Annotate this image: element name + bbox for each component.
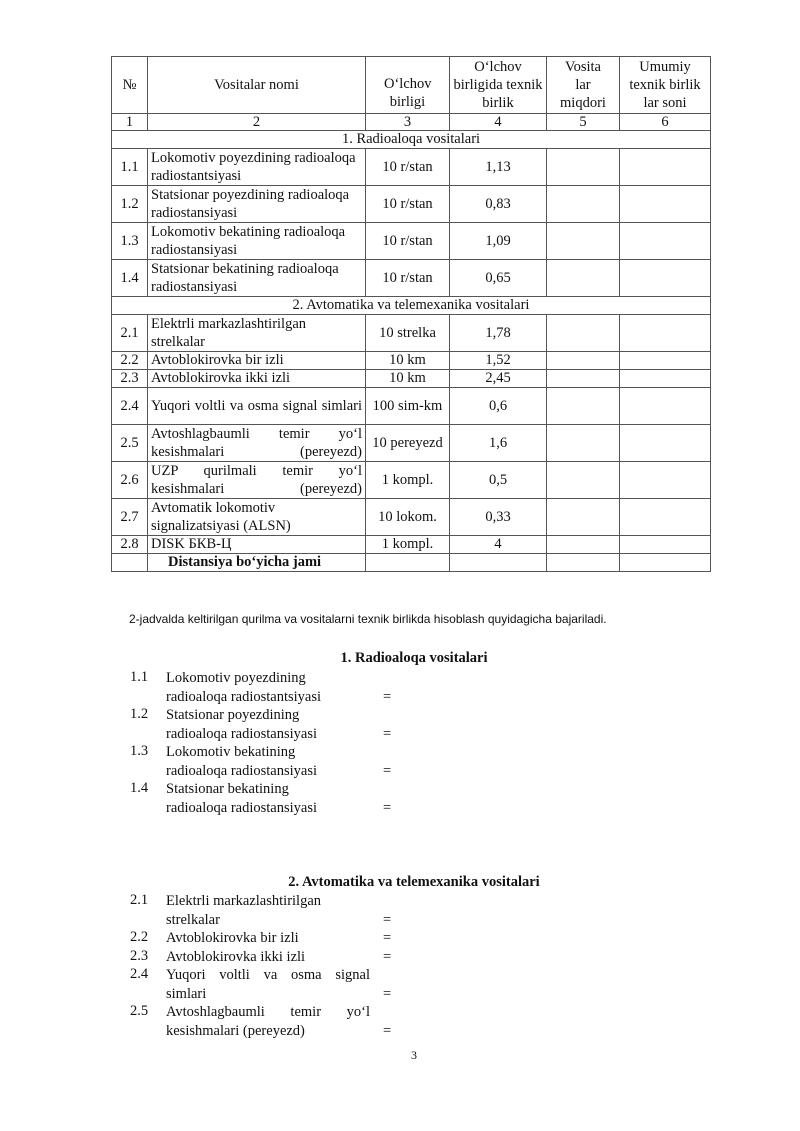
row-unit-value: 1,52 — [450, 352, 547, 370]
header-unit-value: O‘lchov birligida texnik birlik — [450, 57, 547, 114]
total-cell — [620, 554, 711, 572]
row-quantity-cell — [547, 186, 620, 223]
row-number: 2.8 — [112, 536, 148, 554]
calc-item — [130, 966, 410, 1003]
calc-section-title: 2. Avtomatika va telemexanika vositalari — [288, 874, 540, 890]
row-unit: 10 r/stan — [366, 186, 450, 223]
row-name: Lokomotiv bekatining radioaloqa radiostansiyasi — [148, 223, 366, 260]
calc-item-line: kesishmalari (pereyezd) — [166, 1022, 305, 1039]
row-unit-value: 1,13 — [450, 149, 547, 186]
row-unit-value: 1,6 — [450, 425, 547, 462]
row-name: Statsionar poyezdining radioaloqa radiostansiyasi — [148, 186, 366, 223]
row-unit-value: 0,6 — [450, 388, 547, 425]
table-row — [112, 260, 711, 297]
calc-item — [130, 892, 410, 929]
row-name: DISK БКВ-Ц — [148, 536, 366, 554]
header-quantity: Vosita lar miqdori — [547, 57, 620, 114]
calc-item-text — [166, 706, 370, 743]
table-header-row — [112, 57, 711, 114]
row-unit-value: 0,5 — [450, 462, 547, 499]
row-total-cell — [620, 462, 711, 499]
calc-item-line: radioaloqa radiostansiyasi — [166, 725, 317, 742]
calc-item-number: 1.3 — [130, 743, 149, 759]
calc-equals-sign: = — [383, 1022, 392, 1039]
calc-item-number: 1.2 — [130, 706, 149, 722]
calc-item-text — [166, 743, 370, 780]
calc-equals-sign: = — [383, 799, 392, 816]
row-unit-value: 1,78 — [450, 315, 547, 352]
calc-equals-sign: = — [383, 911, 392, 928]
row-unit-value: 1,09 — [450, 223, 547, 260]
calc-item-number: 2.4 — [130, 966, 149, 982]
calc-item-number: 2.3 — [130, 947, 149, 964]
row-quantity-cell — [547, 260, 620, 297]
column-number: 5 — [547, 114, 620, 131]
calc-item-text — [166, 929, 370, 948]
table-row — [112, 186, 711, 223]
calc-item-line: strelkalar — [166, 911, 220, 928]
calc-equals-sign: = — [383, 725, 392, 742]
table-row — [112, 499, 711, 536]
calc-item-number: 2.1 — [130, 892, 149, 908]
row-total-cell — [620, 315, 711, 352]
row-unit: 10 km — [366, 352, 450, 370]
technical-units-table — [111, 56, 711, 572]
row-unit: 10 km — [366, 370, 450, 388]
row-quantity-cell — [547, 499, 620, 536]
row-number: 1.3 — [112, 223, 148, 260]
row-number: 2.2 — [112, 352, 148, 370]
calc-item-line: Yuqori voltli va osma signal — [166, 967, 370, 983]
calc-item-line: Lokomotiv bekatining — [166, 744, 296, 760]
column-number: 2 — [148, 114, 366, 131]
row-unit: 10 strelka — [366, 315, 450, 352]
calc-item-line: Avtoblokirovka ikki izli — [166, 948, 306, 965]
row-quantity-cell — [547, 370, 620, 388]
calc-item-text — [166, 948, 370, 967]
row-name: Yuqori voltli va osma signal simlari — [148, 388, 366, 425]
calc-item-line: radioaloqa radiostansiyasi — [166, 762, 317, 779]
section-title: 2. Avtomatika va telemexanika vositalari — [112, 297, 711, 315]
total-cell — [450, 554, 547, 572]
column-number-row — [112, 114, 711, 131]
calc-item — [130, 743, 410, 780]
row-unit-value: 2,45 — [450, 370, 547, 388]
header-unit: O‘lchov birligi — [366, 57, 450, 114]
calc-section-2 — [130, 892, 410, 1040]
row-total-cell — [620, 425, 711, 462]
table-row — [112, 536, 711, 554]
row-number: 2.6 — [112, 462, 148, 499]
row-unit-value: 0,83 — [450, 186, 547, 223]
table-row — [112, 352, 711, 370]
row-number: 1.1 — [112, 149, 148, 186]
row-total-cell — [620, 149, 711, 186]
row-unit: 10 r/stan — [366, 149, 450, 186]
section-row — [112, 297, 711, 315]
table-row — [112, 462, 711, 499]
row-total-cell — [620, 352, 711, 370]
row-unit: 10 pereyezd — [366, 425, 450, 462]
calc-item-line: Statsionar bekatining — [166, 781, 289, 797]
row-name: Lokomotiv poyezdining radioaloqa radiostantsiyasi — [148, 149, 366, 186]
column-number: 3 — [366, 114, 450, 131]
row-quantity-cell — [547, 223, 620, 260]
calc-item-line: simlari — [166, 985, 207, 1002]
calc-item-text — [166, 669, 370, 706]
calc-item-line: Avtoshlagbaumli temir yo‘l — [166, 1004, 370, 1020]
row-unit-value: 0,33 — [450, 499, 547, 536]
row-number: 1.2 — [112, 186, 148, 223]
table-row — [112, 315, 711, 352]
row-total-cell — [620, 499, 711, 536]
calc-item-number: 2.5 — [130, 1003, 149, 1019]
row-total-cell — [620, 388, 711, 425]
row-number: 2.3 — [112, 370, 148, 388]
calc-item-number: 1.4 — [130, 780, 149, 796]
row-number: 2.5 — [112, 425, 148, 462]
calc-section-1 — [130, 669, 410, 817]
column-number: 6 — [620, 114, 711, 131]
calc-equals-sign: = — [383, 948, 392, 965]
calc-equals-sign: = — [383, 930, 392, 946]
calc-section-title: 1. Radioaloqa vositalari — [340, 650, 488, 666]
column-number: 1 — [112, 114, 148, 131]
row-unit-value: 4 — [450, 536, 547, 554]
calc-item — [130, 948, 410, 967]
row-unit: 1 kompl. — [366, 536, 450, 554]
row-unit: 10 r/stan — [366, 223, 450, 260]
row-unit: 1 kompl. — [366, 462, 450, 499]
row-quantity-cell — [547, 462, 620, 499]
total-cell — [547, 554, 620, 572]
calc-item-text — [166, 892, 370, 929]
table-row — [112, 425, 711, 462]
calc-item — [130, 929, 410, 948]
total-label: Distansiya bo‘yicha jami — [148, 554, 366, 572]
table-row — [112, 149, 711, 186]
table-row — [112, 388, 711, 425]
row-name: Avtoblokirovka bir izli — [148, 352, 366, 370]
row-name: UZP qurilmali temir yo‘l kesishmalari (pereyezd) — [148, 462, 366, 499]
calc-item-line: Statsionar poyezdining — [166, 707, 300, 723]
header-name: Vositalar nomi — [148, 57, 366, 114]
calc-item-text — [166, 966, 370, 1003]
row-number: 2.7 — [112, 499, 148, 536]
total-row — [112, 554, 711, 572]
row-total-cell — [620, 260, 711, 297]
calc-item-line: Elektrli markazlashtirilgan — [166, 893, 322, 909]
table-note: 2-jadvalda keltirilgan qurilma va vositalarni texnik birlikda hisoblash quyidagicha bajariladi. — [129, 612, 607, 626]
row-quantity-cell — [547, 352, 620, 370]
row-unit: 100 sim-km — [366, 388, 450, 425]
row-quantity-cell — [547, 536, 620, 554]
row-name: Avtomatik lokomotiv signalizatsiyasi (ALSN) — [148, 499, 366, 536]
row-number: 2.4 — [112, 388, 148, 425]
calc-item-line: radioaloqa radiostantsiyasi — [166, 688, 322, 705]
table-row — [112, 370, 711, 388]
calc-item — [130, 1003, 410, 1040]
row-unit: 10 lokom. — [366, 499, 450, 536]
column-number: 4 — [450, 114, 547, 131]
calc-item-text — [166, 780, 370, 817]
total-cell — [366, 554, 450, 572]
total-row-number — [112, 554, 148, 572]
row-name: Avtoblokirovka ikki izli — [148, 370, 366, 388]
calc-item-number: 2.2 — [130, 929, 149, 945]
header-no: № — [112, 57, 148, 114]
calc-item-line: Lokomotiv poyezdining — [166, 670, 306, 686]
row-number: 2.1 — [112, 315, 148, 352]
row-quantity-cell — [547, 388, 620, 425]
calc-equals-sign: = — [383, 688, 392, 705]
row-total-cell — [620, 536, 711, 554]
calc-equals-sign: = — [383, 985, 392, 1002]
row-quantity-cell — [547, 425, 620, 462]
section-row — [112, 131, 711, 149]
calc-item-text — [166, 1003, 370, 1040]
row-unit-value: 0,65 — [450, 260, 547, 297]
calc-item-line: Avtoblokirovka bir izli — [166, 930, 299, 946]
calc-item — [130, 669, 410, 706]
row-unit: 10 r/stan — [366, 260, 450, 297]
row-quantity-cell — [547, 149, 620, 186]
section-title: 1. Radioaloqa vositalari — [112, 131, 711, 149]
row-total-cell — [620, 223, 711, 260]
row-quantity-cell — [547, 315, 620, 352]
row-name: Avtoshlagbaumli temir yo‘l kesishmalari (pereyezd) — [148, 425, 366, 462]
page-number: 3 — [411, 1048, 417, 1062]
calc-item-line: radioaloqa radiostansiyasi — [166, 799, 317, 816]
calc-item — [130, 780, 410, 817]
calc-item — [130, 706, 410, 743]
calc-equals-sign: = — [383, 762, 392, 779]
calc-item-number: 1.1 — [130, 669, 149, 685]
row-total-cell — [620, 370, 711, 388]
table-row — [112, 223, 711, 260]
row-name: Elektrli markazlashtirilgan strelkalar — [148, 315, 366, 352]
row-name: Statsionar bekatining radioaloqa radiostansiyasi — [148, 260, 366, 297]
header-total: Umumiy texnik birlik lar soni — [620, 57, 711, 114]
row-number: 1.4 — [112, 260, 148, 297]
row-total-cell — [620, 186, 711, 223]
